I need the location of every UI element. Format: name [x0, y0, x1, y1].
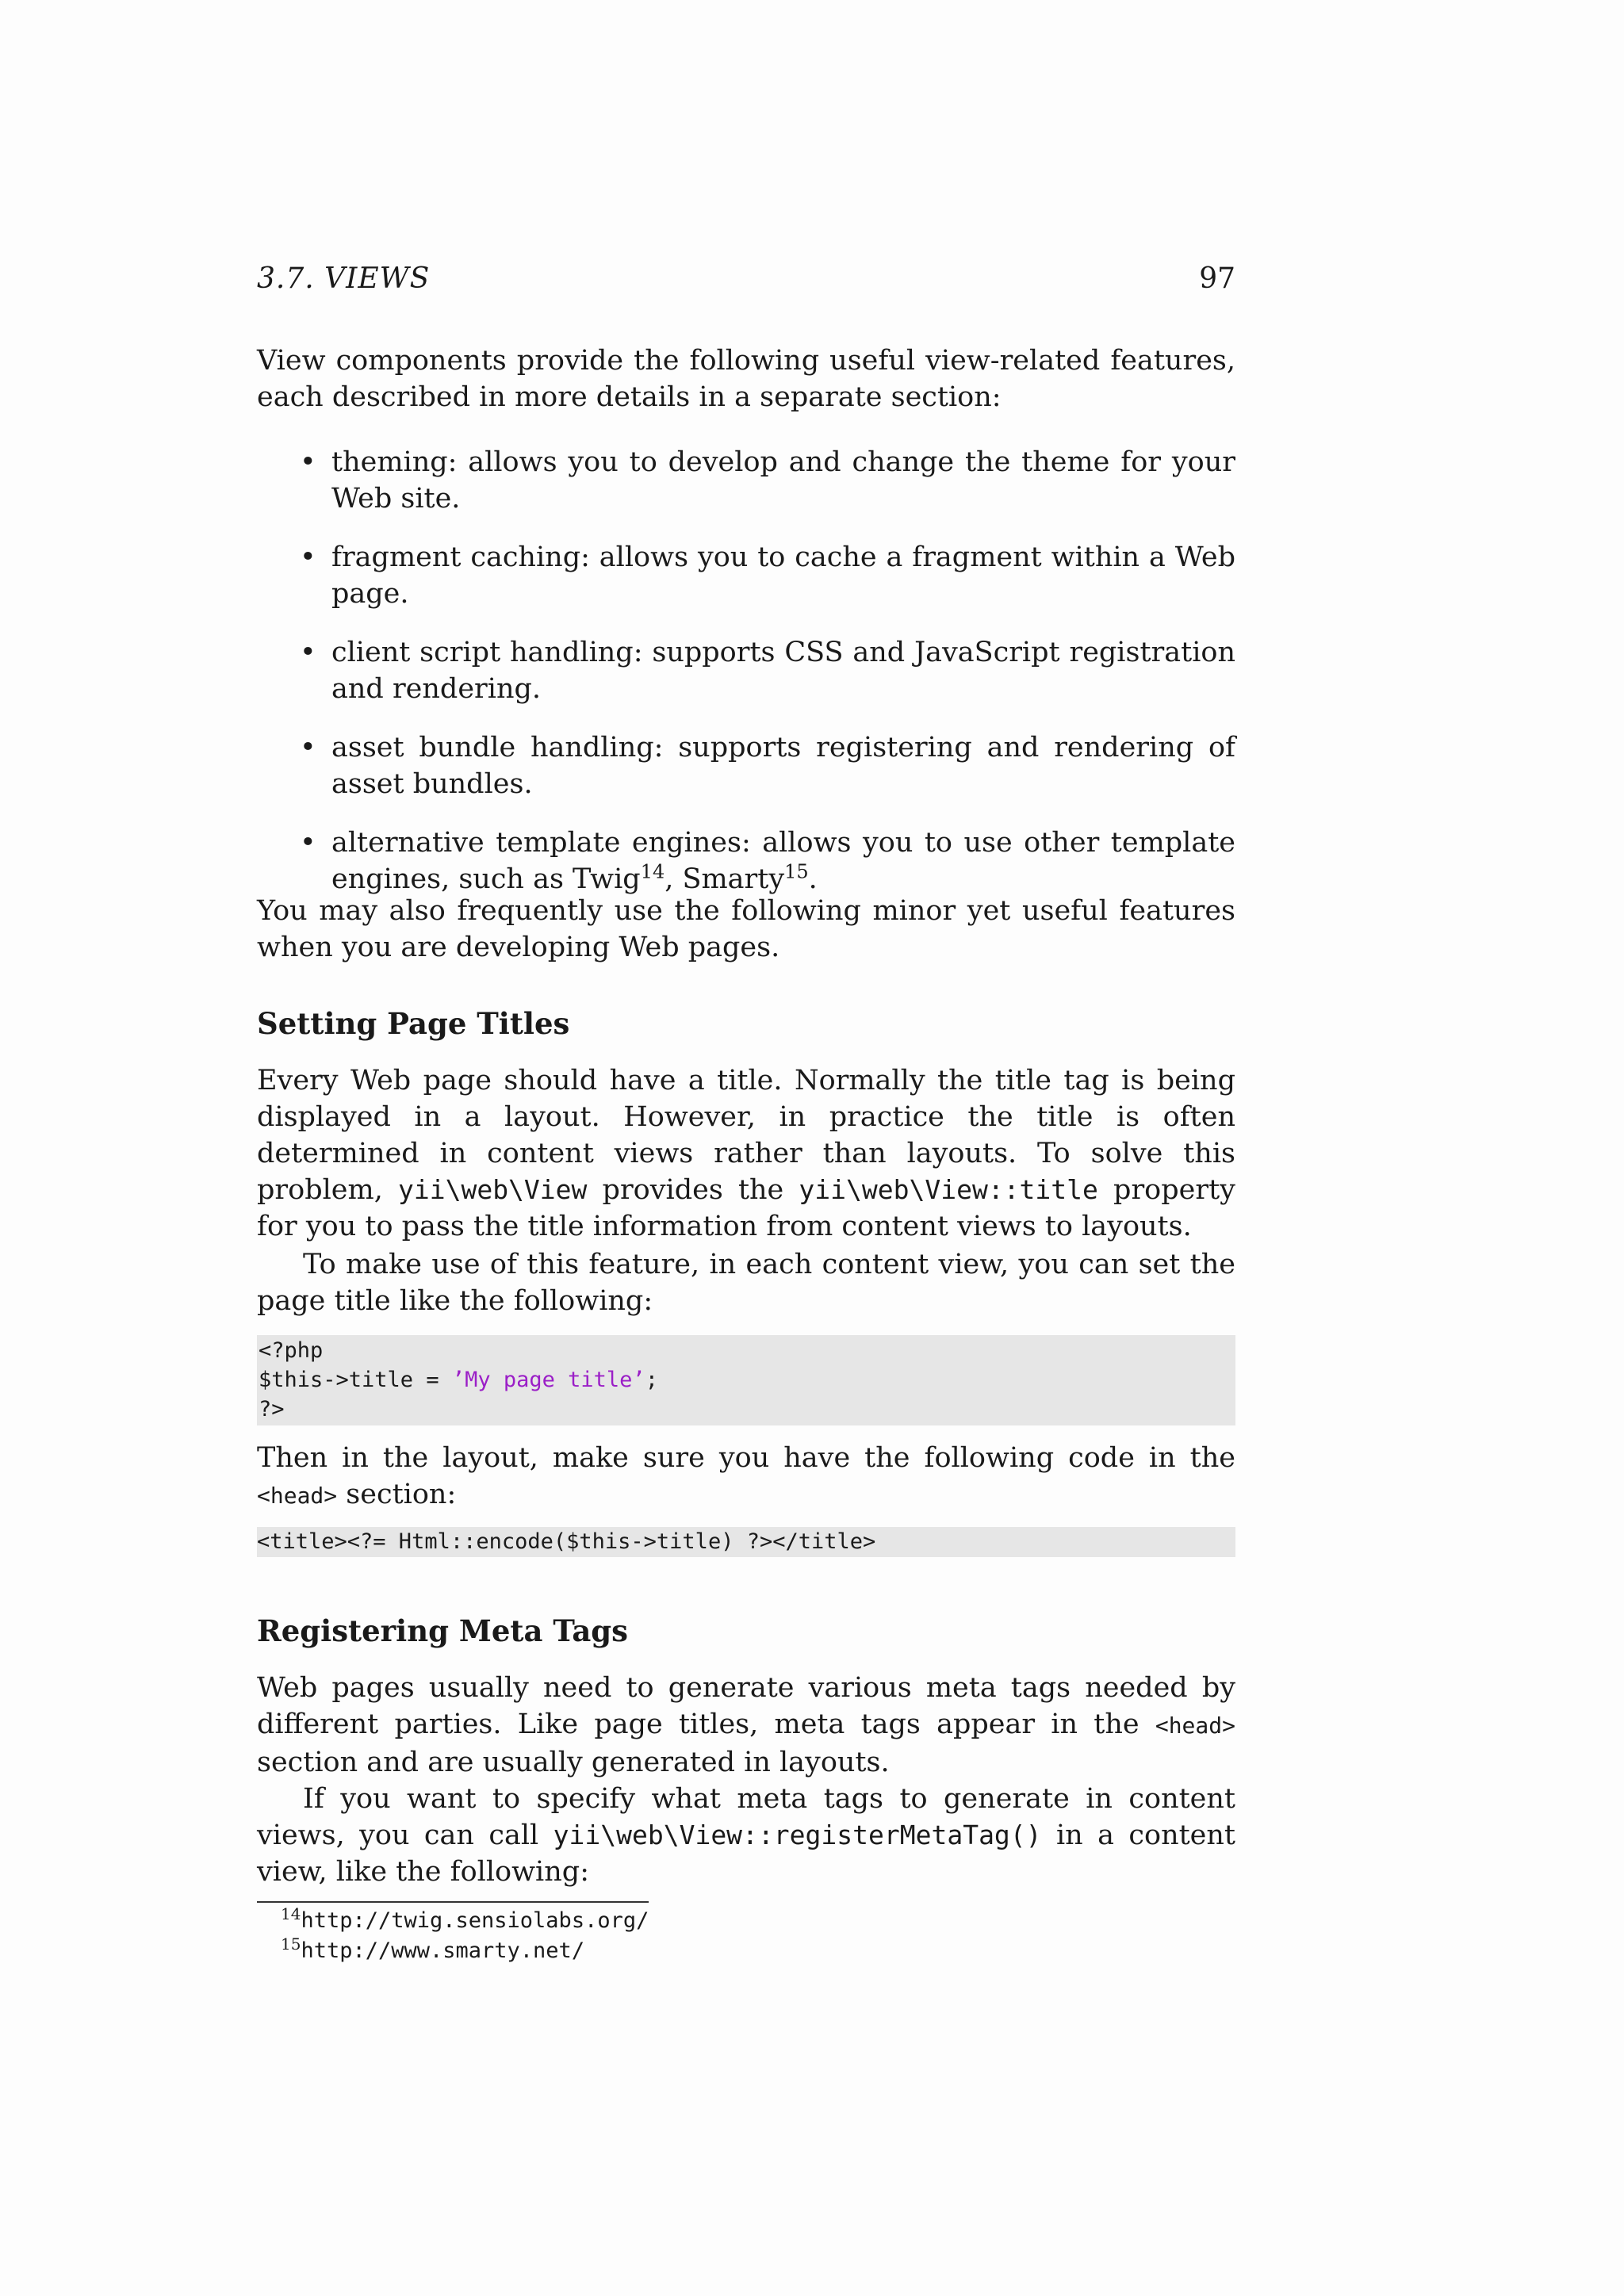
- heading-registering-meta-tags: Registering Meta Tags: [257, 1613, 628, 1648]
- inline-code: <head>: [1155, 1712, 1235, 1739]
- inline-code: yii\web\View::registerMetaTag(): [553, 1820, 1042, 1850]
- page-titles-paragraph: Every Web page should have a title. Normally the title tag is being displayed in a layout. However, in practice the title is often determined in content views rather than layouts. To solve this problem, yii\web\View provides the yii\web\View::title property for you to pass the title information from content views to layouts.: [257, 1065, 1235, 1242]
- layout-head-paragraph: Then in the layout, make sure you have the following code in the <head> section:: [257, 1442, 1235, 1510]
- footnote-link[interactable]: http://twig.sensiolabs.org/: [301, 1908, 649, 1933]
- footnote-link[interactable]: http://www.smarty.net/: [301, 1938, 585, 1963]
- feature-list: [257, 444, 1235, 920]
- bullet-icon: •: [300, 541, 316, 573]
- code-block-title: <?php $this->title = ’My page title’; ?>: [257, 1335, 1235, 1425]
- string-literal: ’My page title’: [451, 1368, 645, 1392]
- heading-setting-page-titles: Setting Page Titles: [257, 1006, 570, 1041]
- meta-tags-paragraph: Web pages usually need to generate various meta tags needed by different parties. Like page titles, meta tags appear in the <head> section and are usually generated in layouts.: [257, 1672, 1235, 1778]
- inline-code: yii\web\View::title: [799, 1174, 1098, 1205]
- minor-features-paragraph: You may also frequently use the following minor yet useful features when you are developing Web pages.: [257, 895, 1235, 963]
- list-item: • theming: allows you to develop and change the theme for your Web site.: [257, 444, 1235, 517]
- bullet-icon: •: [300, 732, 316, 763]
- inline-code: <head>: [257, 1483, 338, 1509]
- footnote-ref[interactable]: 15: [784, 860, 809, 883]
- meta-tags-usage-paragraph: If you want to specify what meta tags to generate in content views, you can call yii\web\View::registerMetaTag() in a content view, like the following:: [257, 1783, 1235, 1888]
- footnote-ref[interactable]: 14: [640, 860, 665, 883]
- footnotes: [281, 1906, 649, 1966]
- bullet-icon: •: [300, 827, 316, 859]
- list-item: • asset bundle handling: supports registering and rendering of asset bundles.: [257, 729, 1235, 802]
- section-title: 3.7. VIEWS: [257, 262, 431, 295]
- bullet-icon: •: [300, 637, 316, 668]
- page-titles-usage-paragraph: To make use of this feature, in each content view, you can set the page title like the following:: [257, 1249, 1235, 1317]
- intro-paragraph: View components provide the following useful view-related features, each described in more details in a separate section:: [257, 345, 1235, 413]
- footnote-14: $^{14}$http://twig.sensiolabs.org/: [281, 1904, 649, 1933]
- running-header: [257, 260, 1235, 298]
- list-item: • client script handling: supports CSS and JavaScript registration and rendering.: [257, 634, 1235, 707]
- page-number: 97: [1199, 262, 1235, 295]
- footnote-15: $^{15}$http://www.smarty.net/: [281, 1934, 585, 1963]
- code-block-head: <title><?= Html::encode($this->title) ?></title>: [257, 1527, 1235, 1557]
- footnote-divider: [257, 1901, 649, 1903]
- list-item: • fragment caching: allows you to cache a fragment within a Web page.: [257, 539, 1235, 612]
- list-item: • alternative template engines: allows you to use other template engines, such as Twig$^{14}$, Smarty$^{15}$.: [257, 825, 1235, 897]
- bullet-icon: •: [300, 446, 316, 478]
- inline-code: yii\web\View: [397, 1174, 588, 1205]
